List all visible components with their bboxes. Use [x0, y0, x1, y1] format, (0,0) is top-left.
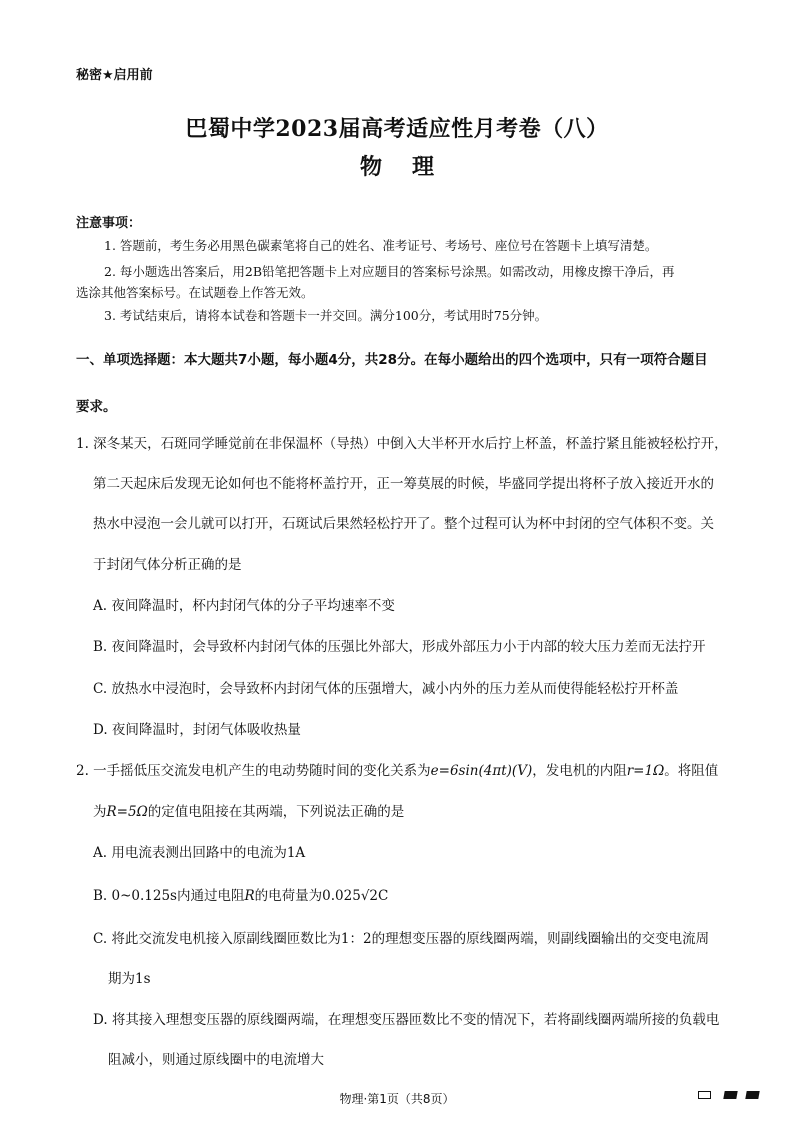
q2-stem-line-2: 为R=5Ω的定值电阻接在其两端，下列说法正确的是: [93, 804, 405, 820]
q2-option-d-line-2: 阻减小，则通过原线圈中的电流增大: [108, 1052, 324, 1068]
q1-stem-line-3: 热水中浸泡一会儿就可以打开，石斑试后果然轻松拧开了。整个过程可认为杯中封闭的空气体积不变。关: [93, 516, 714, 532]
notice-item-3: 3. 考试结束后，请将本试卷和答题卡一并交回。满分100分，考试用时75分钟。: [104, 308, 548, 323]
exam-title: 巴蜀中学2023届高考适应性月考卷（八）: [185, 116, 609, 142]
hollow-mark-icon: [698, 1091, 711, 1099]
solid-mark-icon: [745, 1091, 759, 1099]
confidential-label: 秘密★启用前: [76, 68, 153, 83]
section-heading-line-2: 要求。: [76, 399, 117, 415]
notice-heading: 注意事项：: [76, 216, 142, 231]
q2-stem-line-1: 2. 一手摇低压交流发电机产生的电动势随时间的变化关系为e=6sin(4πt)(V)，发电机的内阻r=1Ω。将阻值: [76, 763, 719, 779]
q1-option-a: A. 夜间降温时，杯内封闭气体的分子平均速率不变: [93, 598, 395, 614]
load-resistance: R=5Ω: [106, 804, 148, 820]
notice-item-2-line-2: 选涂其他答案标号。在试题卷上作答无效。: [76, 285, 314, 300]
q2-option-d-line-1: D. 将其接入理想变压器的原线圈两端，在理想变压器匝数比不变的情况下，若将副线圈两端所接的负载电: [93, 1012, 720, 1028]
q1-option-b: B. 夜间降温时，会导致杯内封闭气体的压强比外部大，形成外部压力小于内部的较大压力差而无法拧开: [93, 639, 706, 655]
q1-stem-line-4: 于封闭气体分析正确的是: [93, 557, 242, 573]
notice-item-2-line-1: 2. 每小题选出答案后，用2B铅笔把答题卡上对应题目的答案标号涂黑。如需改动，用橡皮擦干净后，再: [104, 264, 675, 279]
internal-resistance: r=1Ω: [626, 763, 665, 779]
q2-option-b: B. 0~0.125s内通过电阻R的电荷量为0.025√2C: [93, 888, 389, 904]
q1-stem-line-1: 1. 深冬某天，石斑同学睡觉前在非保温杯（导热）中倒入大半杯开水后拧上杯盖，杯盖拧紧且能被轻松拧开，: [76, 436, 728, 452]
notice-item-1: 1. 答题前，考生务必用黑色碳素笔将自己的姓名、准考证号、考场号、座位号在答题卡上填写清楚。: [104, 238, 658, 253]
q2-option-c-line-1: C. 将此交流发电机接入原副线圈匝数比为1：2的理想变压器的原线圈两端，则副线圈输出的交变电流周: [93, 931, 710, 947]
q2-option-c-line-2: 期为1s: [108, 971, 151, 987]
q1-option-c: C. 放热水中浸泡时，会导致杯内封闭气体的压强增大，减小内外的压力差从而使得能轻松拧开杯盖: [93, 681, 679, 697]
page-footer: 物理·第1页（共8页）: [339, 1092, 455, 1106]
q2-option-a: A. 用电流表测出回路中的电流为1A: [93, 845, 306, 861]
emf-formula: e=6sin(4πt)(V): [430, 763, 533, 779]
section-heading-line-1: 一、单项选择题：本大题共7小题，每小题4分，共28分。在每小题给出的四个选项中，只有一项符合题目: [76, 352, 708, 368]
sqrt-two: √2: [360, 888, 379, 904]
q1-stem-line-2: 第二天起床后发现无论如何也不能将杯盖拧开，正一筹莫展的时候，毕盛同学提出将杯子放入接近开水的: [93, 476, 714, 492]
q1-option-d: D. 夜间降温时，封闭气体吸收热量: [93, 722, 301, 738]
subject-title: 物理: [359, 154, 464, 180]
solid-mark-icon: [723, 1091, 737, 1099]
